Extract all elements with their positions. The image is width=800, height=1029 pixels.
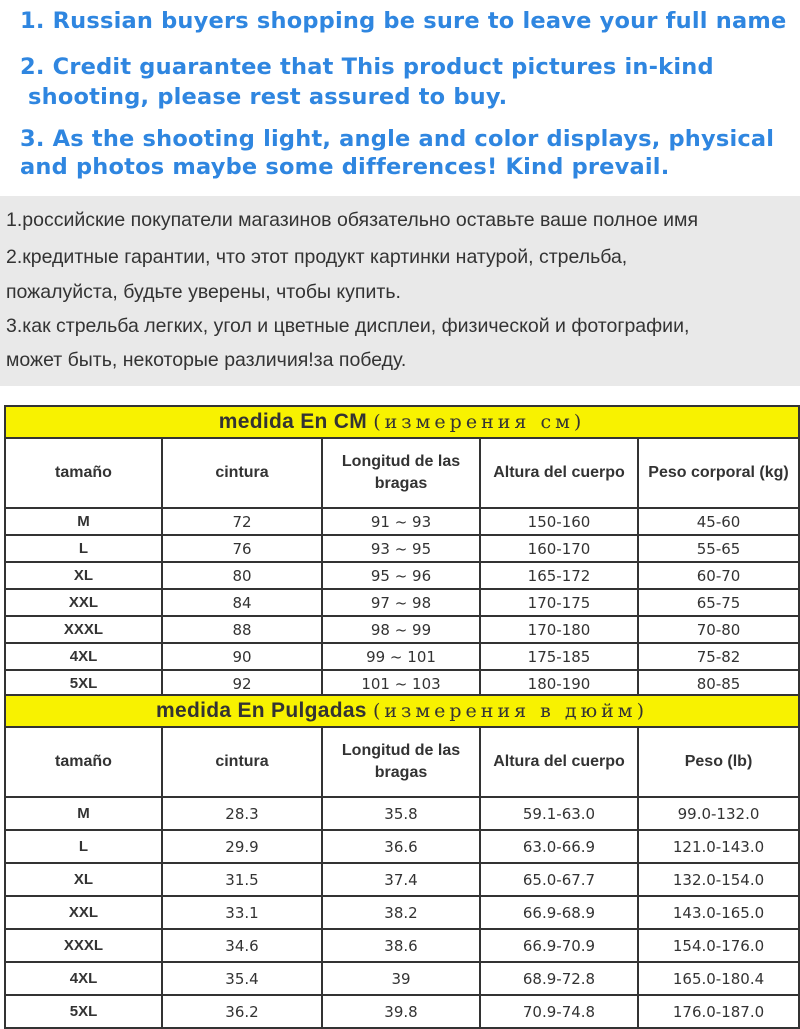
table-title-es: medida En Pulgadas xyxy=(156,699,367,722)
note-en-1: 1. Russian buyers shopping be sure to leave your full name xyxy=(20,8,787,34)
cell-height: 63.0-66.9 xyxy=(480,830,638,863)
table-header-row xyxy=(5,438,799,508)
cell-height: 150-160 xyxy=(480,508,638,535)
cell-length: 37.4 xyxy=(322,863,480,896)
cell-waist: 92 xyxy=(162,670,322,697)
note-ru-3: 3.как стрельба легких, угол и цветные дисплеи, физической и фотографии, xyxy=(6,315,690,337)
cell-size: XXXL xyxy=(5,929,162,962)
cell-height: 66.9-70.9 xyxy=(480,929,638,962)
note-ru-3-cont: может быть, некоторые различия!за победу. xyxy=(6,349,407,371)
table-row xyxy=(5,896,799,929)
table-row xyxy=(5,830,799,863)
cell-weight: 80-85 xyxy=(638,670,799,697)
table-title-es: medida En CM xyxy=(218,410,368,433)
table-row xyxy=(5,643,799,670)
cell-height: 59.1-63.0 xyxy=(480,797,638,830)
table-title-ru: (измерения см) xyxy=(373,411,586,433)
cell-weight: 121.0-143.0 xyxy=(638,830,799,863)
size-table-cm xyxy=(4,405,800,698)
table-title-row xyxy=(5,695,799,727)
cell-size: 4XL xyxy=(5,962,162,995)
cell-waist: 84 xyxy=(162,589,322,616)
cell-length: 98 ~ 99 xyxy=(322,616,480,643)
cell-weight: 70-80 xyxy=(638,616,799,643)
note-ru-2: 2.кредитные гарантии, что этот продукт картинки натурой, стрельба, xyxy=(6,246,628,268)
header-length: Longitud de las bragas xyxy=(322,727,480,797)
cell-length: 38.2 xyxy=(322,896,480,929)
cell-length: 97 ~ 98 xyxy=(322,589,480,616)
cell-size: 4XL xyxy=(5,643,162,670)
cell-size: M xyxy=(5,508,162,535)
cell-waist: 29.9 xyxy=(162,830,322,863)
note-en-3-cont: and photos maybe some differences! Kind prevail. xyxy=(20,154,670,180)
table-title xyxy=(5,406,799,438)
cell-weight: 176.0-187.0 xyxy=(638,995,799,1028)
cell-size: M xyxy=(5,797,162,830)
table-body xyxy=(5,797,799,1028)
cell-weight: 143.0-165.0 xyxy=(638,896,799,929)
cell-weight: 55-65 xyxy=(638,535,799,562)
table-row xyxy=(5,929,799,962)
cell-waist: 72 xyxy=(162,508,322,535)
cell-length: 95 ~ 96 xyxy=(322,562,480,589)
cell-size: XXL xyxy=(5,896,162,929)
note-ru-1: 1.российские покупатели магазинов обязательно оставьте ваше полное имя xyxy=(6,209,699,231)
header-waist: cintura xyxy=(162,727,322,797)
cell-size: XL xyxy=(5,562,162,589)
cell-weight: 65-75 xyxy=(638,589,799,616)
cell-waist: 88 xyxy=(162,616,322,643)
cell-size: 5XL xyxy=(5,670,162,697)
cell-size: XXXL xyxy=(5,616,162,643)
table-row xyxy=(5,995,799,1028)
cell-height: 175-185 xyxy=(480,643,638,670)
cell-length: 35.8 xyxy=(322,797,480,830)
header-length: Longitud de las bragas xyxy=(322,438,480,508)
cell-size: XXL xyxy=(5,589,162,616)
cell-height: 170-175 xyxy=(480,589,638,616)
cell-waist: 34.6 xyxy=(162,929,322,962)
table-row xyxy=(5,535,799,562)
note-en-2-cont: shooting, please rest assured to buy. xyxy=(20,84,508,110)
cell-size: 5XL xyxy=(5,995,162,1028)
russian-notes xyxy=(0,196,800,386)
cell-length: 91 ~ 93 xyxy=(322,508,480,535)
cell-waist: 31.5 xyxy=(162,863,322,896)
cell-length: 93 ~ 95 xyxy=(322,535,480,562)
note-en-2: 2. Credit guarantee that This product pictures in-kind xyxy=(20,54,714,80)
table-row xyxy=(5,962,799,995)
cell-length: 36.6 xyxy=(322,830,480,863)
header-weight: Peso (lb) xyxy=(638,727,799,797)
cell-length: 101 ~ 103 xyxy=(322,670,480,697)
cell-weight: 45-60 xyxy=(638,508,799,535)
cell-size: L xyxy=(5,830,162,863)
header-height: Altura del cuerpo xyxy=(480,438,638,508)
cell-size: XL xyxy=(5,863,162,896)
cell-height: 165-172 xyxy=(480,562,638,589)
cell-length: 39 xyxy=(322,962,480,995)
english-notes xyxy=(0,0,800,190)
cell-waist: 28.3 xyxy=(162,797,322,830)
cell-length: 99 ~ 101 xyxy=(322,643,480,670)
header-height: Altura del cuerpo xyxy=(480,727,638,797)
table-row xyxy=(5,670,799,697)
header-size: tamaño xyxy=(5,727,162,797)
table-row xyxy=(5,863,799,896)
table-title-row xyxy=(5,406,799,438)
cell-height: 68.9-72.8 xyxy=(480,962,638,995)
cell-waist: 36.2 xyxy=(162,995,322,1028)
cell-waist: 80 xyxy=(162,562,322,589)
table-title-ru: (измерения в дюйм) xyxy=(372,700,648,722)
cell-height: 65.0-67.7 xyxy=(480,863,638,896)
cell-waist: 33.1 xyxy=(162,896,322,929)
cell-weight: 75-82 xyxy=(638,643,799,670)
table-body xyxy=(5,508,799,697)
note-ru-2-cont: пожалуйста, будьте уверены, чтобы купить. xyxy=(6,281,401,303)
cell-size: L xyxy=(5,535,162,562)
cell-weight: 132.0-154.0 xyxy=(638,863,799,896)
cell-weight: 165.0-180.4 xyxy=(638,962,799,995)
header-waist: cintura xyxy=(162,438,322,508)
cell-weight: 60-70 xyxy=(638,562,799,589)
size-table-inches xyxy=(4,694,800,1029)
cell-height: 160-170 xyxy=(480,535,638,562)
cell-height: 180-190 xyxy=(480,670,638,697)
cell-height: 170-180 xyxy=(480,616,638,643)
cell-length: 38.6 xyxy=(322,929,480,962)
header-weight: Peso corporal (kg) xyxy=(638,438,799,508)
table-row xyxy=(5,508,799,535)
table-row xyxy=(5,797,799,830)
header-size: tamaño xyxy=(5,438,162,508)
cell-waist: 35.4 xyxy=(162,962,322,995)
table-header-row xyxy=(5,727,799,797)
cell-height: 66.9-68.9 xyxy=(480,896,638,929)
cell-weight: 154.0-176.0 xyxy=(638,929,799,962)
table-row xyxy=(5,562,799,589)
cell-length: 39.8 xyxy=(322,995,480,1028)
table-row xyxy=(5,589,799,616)
cell-waist: 90 xyxy=(162,643,322,670)
cell-height: 70.9-74.8 xyxy=(480,995,638,1028)
cell-weight: 99.0-132.0 xyxy=(638,797,799,830)
note-en-3: 3. As the shooting light, angle and color displays, physical xyxy=(20,126,775,152)
table-title xyxy=(5,695,799,727)
table-row xyxy=(5,616,799,643)
cell-waist: 76 xyxy=(162,535,322,562)
